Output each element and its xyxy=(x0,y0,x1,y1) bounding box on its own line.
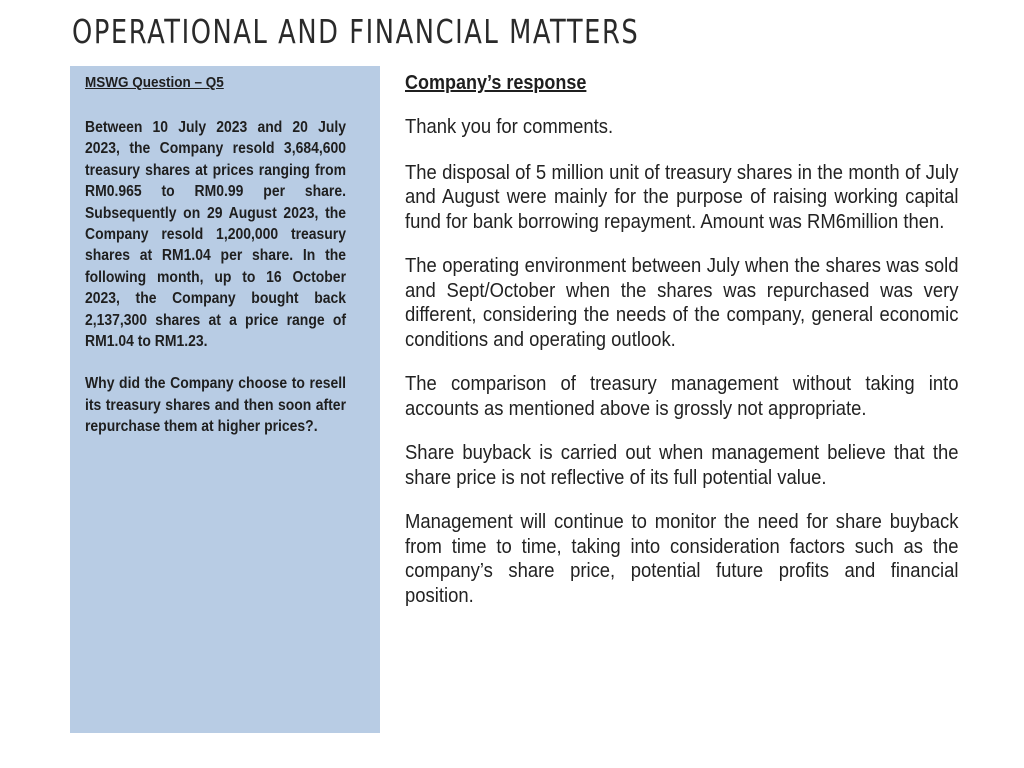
question-panel xyxy=(70,66,380,733)
response-paragraph-3: The operating environment between July when the shares was sold and Sept/October when the shares was repurchased was very different, considering the needs of the company, general economic conditions and operating outlook. xyxy=(405,254,959,351)
response-paragraph-5: Share buyback is carried out when management believe that the share price is not reflective of its full potential value. xyxy=(405,441,959,489)
response-paragraph-2: The disposal of 5 million unit of treasury shares in the month of July and August were mainly for the purpose of raising working capital fund for bank borrowing repayment. Amount was RM6million then. xyxy=(405,160,959,233)
response-section xyxy=(405,71,959,628)
response-paragraph-1: Thank you for comments. xyxy=(405,115,614,138)
question-paragraph-1: Between 10 July 2023 and 20 July 2023, the Company resold 3,684,600 treasury shares at prices ranging from RM0.965 to RM0.99 per share. Subsequently on 29 August 2023, the Company resold 1,200,000 treasury shares at RM1.04 per share. In the following month, up to 16 October 2023, the Company bought back 2,137,300 shares at a price range of RM1.04 to RM1.23. xyxy=(85,119,346,351)
question-paragraph-2: Why did the Company choose to resell its treasury shares and then soon after repurchase them at higher prices?. xyxy=(85,375,346,436)
response-paragraph-4: The comparison of treasury management without taking into accounts as mentioned above is grossly not appropriate. xyxy=(405,372,959,420)
page-title: OPERATIONAL AND FINANCIAL MATTERS xyxy=(72,12,640,51)
question-content xyxy=(85,72,346,438)
question-heading: MSWG Question – Q5 xyxy=(85,74,224,91)
response-paragraph-6: Management will continue to monitor the need for share buyback from time to time, taking into consideration factors such as the company’s share price, potential future profits and financial position. xyxy=(405,510,959,607)
response-content xyxy=(405,71,959,608)
response-heading: Company’s response xyxy=(405,72,587,94)
